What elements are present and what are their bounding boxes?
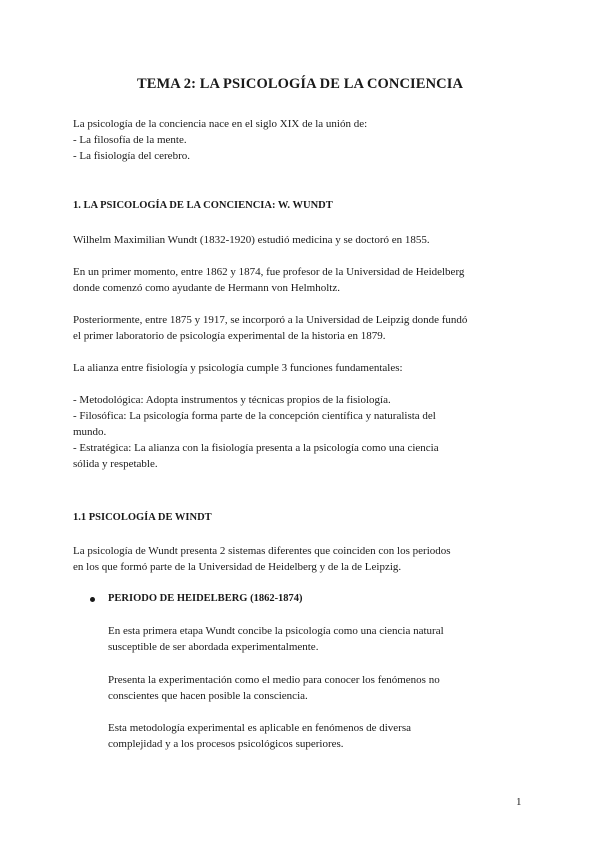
paragraph-line: susceptible de ser abordada experimentalmente. [108, 641, 319, 653]
section-1-paragraph-1: Wilhelm Maximilian Wundt (1832-1920) estudió medicina y se doctoró en 1855. [73, 234, 430, 246]
paragraph-line: el primer laboratorio de psicología experimental de la historia en 1879. [73, 330, 386, 342]
intro-line: - La filosofía de la mente. [73, 134, 187, 146]
paragraph-line: La psicología de Wundt presenta 2 sistemas diferentes que coinciden con los periodos [73, 545, 451, 557]
section-1-paragraph-2 [73, 264, 533, 296]
section-1-paragraph-4: La alianza entre fisiología y psicología cumple 3 funciones fundamentales: [73, 362, 403, 374]
paragraph-line: Posteriormente, entre 1875 y 1917, se incorporó a la Universidad de Leipzig donde fundó [73, 314, 468, 326]
bullet-paragraph-3 [108, 720, 528, 752]
function-item: - Estratégica: La alianza con la fisiología presenta a la psicología como una ciencia [73, 442, 439, 454]
bullet-icon [90, 597, 95, 602]
paragraph-line: en los que formó parte de la Universidad de Heidelberg y de la de Leipzig. [73, 561, 402, 573]
paragraph-line: donde comenzó como ayudante de Hermann von Helmholtz. [73, 282, 340, 294]
paragraph-line: En esta primera etapa Wundt concibe la psicología como una ciencia natural [108, 625, 444, 637]
section-1-1-paragraph [73, 543, 533, 575]
function-item: - Metodológica: Adopta instrumentos y técnicas propios de la fisiología. [73, 394, 391, 406]
section-1-paragraph-3 [73, 312, 533, 344]
section-1-1-heading: 1.1 PSICOLOGÍA DE WINDT [73, 512, 212, 523]
bullet-paragraph-1 [108, 623, 528, 655]
page-number: 1 [516, 796, 522, 808]
paragraph-line: complejidad y a los procesos psicológicos superiores. [108, 738, 344, 750]
bullet-paragraph-2 [108, 672, 528, 704]
paragraph-line: Esta metodología experimental es aplicable en fenómenos de diversa [108, 722, 411, 734]
function-item: - Filosófica: La psicología forma parte de la concepción científica y naturalista del [73, 410, 436, 422]
function-item: sólida y respetable. [73, 458, 158, 470]
section-1-heading: 1. LA PSICOLOGÍA DE LA CONCIENCIA: W. WUNDT [73, 200, 333, 211]
paragraph-line: Presenta la experimentación como el medio para conocer los fenómenos no [108, 674, 440, 686]
functions-list [73, 392, 533, 472]
intro-paragraph [73, 116, 533, 164]
function-item: mundo. [73, 426, 107, 438]
intro-line: La psicología de la conciencia nace en el siglo XIX de la unión de: [73, 118, 368, 130]
page-title: TEMA 2: LA PSICOLOGÍA DE LA CONCIENCIA [136, 76, 464, 92]
paragraph-line: En un primer momento, entre 1862 y 1874, fue profesor de la Universidad de Heidelberg [73, 266, 465, 278]
intro-line: - La fisiología del cerebro. [73, 150, 190, 162]
bullet-heading: PERIODO DE HEIDELBERG (1862-1874) [108, 593, 303, 604]
paragraph-line: conscientes que hacen posible la consciencia. [108, 690, 308, 702]
